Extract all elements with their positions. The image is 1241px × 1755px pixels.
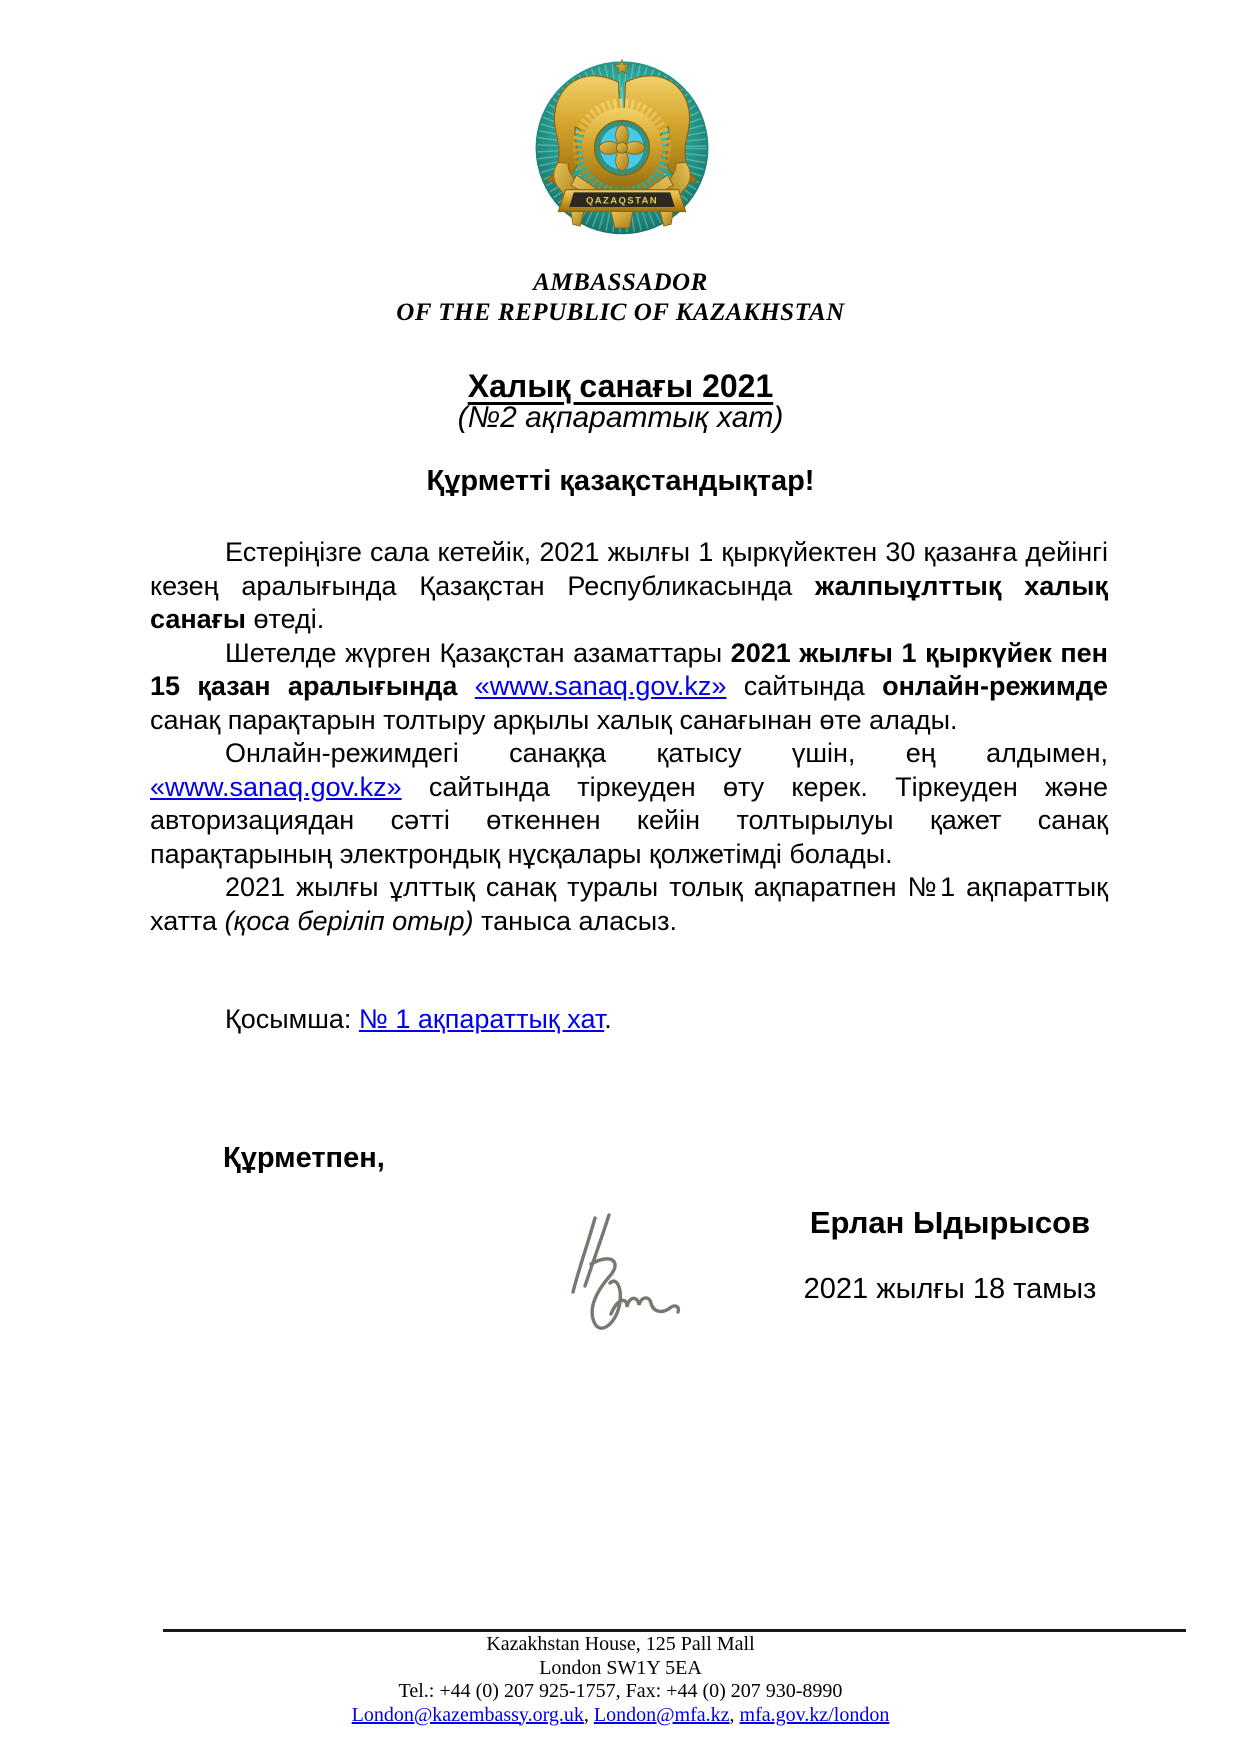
paragraph-text: сайтында bbox=[726, 671, 883, 701]
paragraph-bold-text: 2021 жылғы 1 қыркүйек пен 15 қазан аралығында bbox=[150, 637, 1108, 701]
paragraph-text: санақ парақтарын толтыру арқылы халық санағынан өте алады. bbox=[150, 704, 958, 735]
paragraph-1 bbox=[150, 536, 1108, 637]
attachment-suffix: . bbox=[604, 1004, 612, 1034]
footer-email1-link[interactable]: London@kazembassy.org.uk bbox=[351, 1703, 584, 1726]
letterhead-line2: OF THE REPUBLIC OF KAZAKHSTAN bbox=[396, 299, 845, 326]
footer-separator: , bbox=[583, 1703, 594, 1726]
salutation: Құрметті қазақстандықтар! bbox=[426, 465, 815, 497]
footer-divider bbox=[163, 1629, 1186, 1632]
attachment-letter1-link[interactable]: № 1 ақпараттық хат bbox=[358, 1004, 605, 1034]
paragraph-3 bbox=[150, 737, 1108, 871]
footer-email2-link[interactable]: London@mfa.kz bbox=[593, 1703, 730, 1726]
paragraph-text: 2021 жылғы ұлттық санақ туралы толық ақпаратпен №1 ақпараттық хатта bbox=[150, 872, 1108, 936]
footer-links-line bbox=[0, 1704, 1241, 1728]
attachment-label: Қосымша: bbox=[225, 1004, 359, 1034]
document-subtitle: (№2 ақпараттық хат) bbox=[457, 401, 784, 434]
paragraph-bold-text: жалпыұлттық халық санағы bbox=[150, 570, 1108, 634]
paragraph-text: сайтында тіркеуден өту керек. Тіркеуден және авторизациядан сәтті өткеннен кейін толтырылуы қажет санақ парақтарының электрондық нұсқалары қолжетімді болады. bbox=[150, 771, 1108, 869]
kazakhstan-coat-of-arms-icon bbox=[531, 55, 713, 237]
paragraph-text: өтеді. bbox=[246, 604, 325, 634]
paragraph-text: таныса аласыз. bbox=[473, 905, 678, 936]
signature-date: 2021 жылғы 18 тамыз bbox=[803, 1273, 1097, 1305]
signature-block bbox=[795, 1206, 1105, 1306]
footer-separator: , bbox=[729, 1703, 740, 1726]
handwritten-signature-image bbox=[560, 1210, 692, 1350]
document-title-text: Халық санағы 2021 bbox=[467, 368, 774, 404]
emblem-banner-text: QAZAQSTAN bbox=[585, 195, 659, 207]
paragraph-bold-text: онлайн-режимде bbox=[882, 671, 1108, 701]
footer-phone-line: Tel.: +44 (0) 207 925-1757, Fax: +44 (0) 207 930-8990 bbox=[398, 1680, 843, 1702]
paragraph-2 bbox=[150, 637, 1108, 738]
paragraph-text: Естеріңізге сала кетейік, 2021 жылғы 1 қыркүйектен 30 қазанға дейінгі кезең аралығында Қазақстан Республикасында bbox=[150, 537, 1108, 601]
paragraph-italic-text: (қоса беріліп отыр) bbox=[224, 905, 474, 936]
document-title bbox=[0, 368, 1241, 404]
footer-website-link[interactable]: mfa.gov.kz/london bbox=[739, 1703, 890, 1726]
paragraph-text: Онлайн-режимдегі санаққа қатысу үшін, ең алдымен, bbox=[225, 738, 1108, 768]
footer-address-line2: London SW1Y 5EA bbox=[539, 1656, 702, 1679]
attachment-line bbox=[150, 1003, 1108, 1037]
valediction: Құрметпен, bbox=[223, 1142, 385, 1174]
paragraph-4 bbox=[150, 871, 1108, 938]
letterhead-line1: AMBASSADOR bbox=[533, 269, 708, 296]
footer bbox=[0, 1633, 1241, 1727]
footer-address-line1: Kazakhstan House, 125 Pall Mall bbox=[486, 1633, 755, 1655]
paragraph-text: Шетелде жүрген Қазақстан азаматтары bbox=[225, 637, 731, 668]
letterhead bbox=[0, 268, 1241, 328]
sanaq-website-link[interactable]: «www.sanaq.gov.kz» bbox=[474, 671, 727, 701]
sanaq-website-link[interactable]: «www.sanaq.gov.kz» bbox=[150, 771, 402, 802]
signatory-name: Ерлан Ыдырысов bbox=[809, 1205, 1091, 1240]
letter-body bbox=[150, 536, 1108, 938]
